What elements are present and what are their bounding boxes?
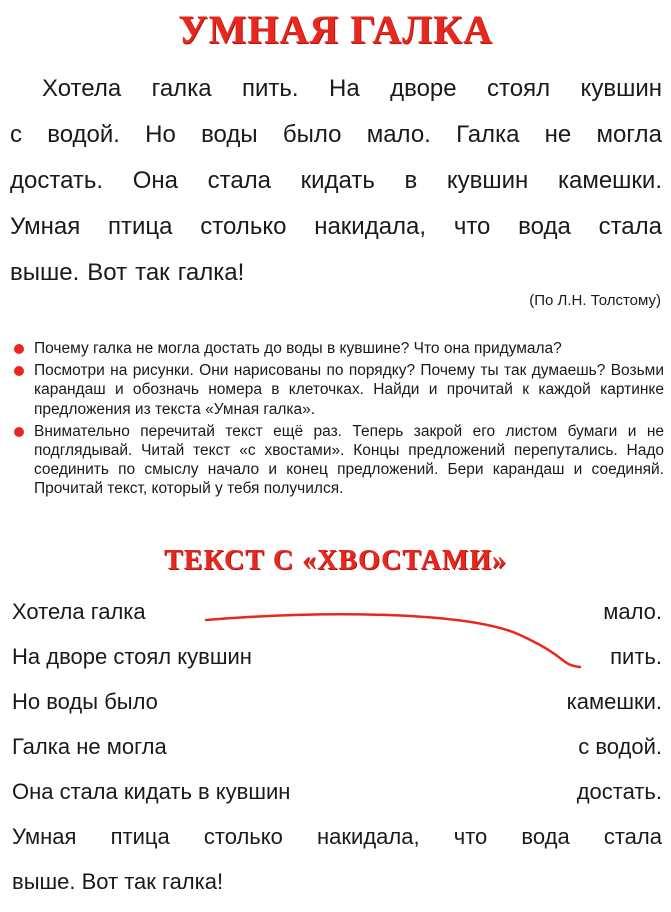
story-word: в [404,167,418,194]
story-word: достать. [10,167,104,194]
sentence-word: что [453,824,488,849]
story-word: было [282,121,342,148]
story-line [10,204,662,250]
sentence-pair [12,597,662,642]
story-word: Вот [87,259,128,286]
sentence-pair [12,732,662,777]
bullet-icon [14,427,24,437]
question-item: Почему галка не могла достать до воды в кувшине? Что она придумала? [14,339,664,358]
tails-exercise [12,597,662,912]
bullet-icon [14,366,24,376]
story-word: так [135,259,170,286]
story-word: Галка [456,121,520,148]
section-title: ТЕКСТ С «ХВОСТАМИ» [163,545,508,576]
sentence-end[interactable]: с водой. [578,734,662,759]
sentence-word: накидала, [317,824,420,849]
questions-list [14,339,664,502]
story-word: стала [207,167,272,194]
story-word: воды [201,121,258,148]
story-word: не [544,121,572,148]
story-word: Но [145,121,176,148]
sentence-word: птица [110,824,170,849]
story-word: Умная [10,213,81,240]
story-word: Она [132,167,178,194]
question-item: Внимательно перечитай текст ещё раз. Теперь закрой его листом бумаги и не подглядывай. Читай текст «с хвостами». Концы предложений перепутались. Надо соединить по смыслу начало и конец предложений. Бери карандаш и соединяй. Прочитай текст, который у тебя получился. [14,422,664,499]
sentence-word: вода [521,824,570,849]
story-word: с [10,121,22,148]
story-line [10,158,662,204]
full-sentence-line [12,822,662,867]
sentence-start[interactable]: Галка не могла [12,734,167,759]
story-word: могла [596,121,662,148]
story-line [10,66,662,112]
story-word: накидала, [314,213,427,240]
sentence-word: Умная [12,824,77,849]
sentence-word: стала [603,824,662,849]
story-word: На [328,75,360,102]
story-line [10,250,662,296]
story-word: птица [108,213,173,240]
story-word: стала [598,213,662,240]
story-word: камешки. [557,167,662,194]
sentence-pair [12,687,662,732]
story-word: кувшин [580,75,662,102]
sentence-start[interactable]: Но воды было [12,689,158,714]
sentence-pair [12,642,662,687]
sentence-end[interactable]: камешки. [566,689,662,714]
story-word: водой. [47,121,120,148]
story-line [10,112,662,158]
story-word: Хотела [42,75,122,102]
full-sentence-line: выше. Вот так галка! [12,869,224,894]
sentence-pair [12,777,662,822]
story-word: мало. [366,121,431,148]
story-word: галка [151,75,212,102]
story-text [10,66,662,296]
sentence-start[interactable]: Она стала кидать в кувшин [12,779,291,804]
story-word: столько [200,213,287,240]
story-word: вода [518,213,571,240]
story-word: выше. [10,259,80,286]
story-word: дворе [390,75,457,102]
sentence-start[interactable]: На дворе стоял кувшин [12,644,252,669]
story-word: стоял [487,75,551,102]
story-word: кидать [300,167,375,194]
story-word: что [453,213,491,240]
story-word: кувшин [446,167,529,194]
sentence-start[interactable]: Хотела галка [12,599,146,624]
sentence-end[interactable]: достать. [576,779,662,804]
story-word: пить. [241,75,299,102]
bullet-icon [14,344,24,354]
page-title: УМНАЯ ГАЛКА [178,7,493,52]
sentence-word: столько [203,824,283,849]
question-item: Посмотри на рисунки. Они нарисованы по порядку? Почему ты так думаешь? Возьми карандаш и обозначь номера в клеточках. Найди и прочитай к каждой картинке предложения из текста «Умная галка». [14,361,664,419]
sentence-end[interactable]: мало. [603,599,662,624]
author-attribution: (По Л.Н. Толстому) [529,292,661,309]
story-word: галка! [177,259,245,286]
sentence-end[interactable]: пить. [610,644,662,669]
